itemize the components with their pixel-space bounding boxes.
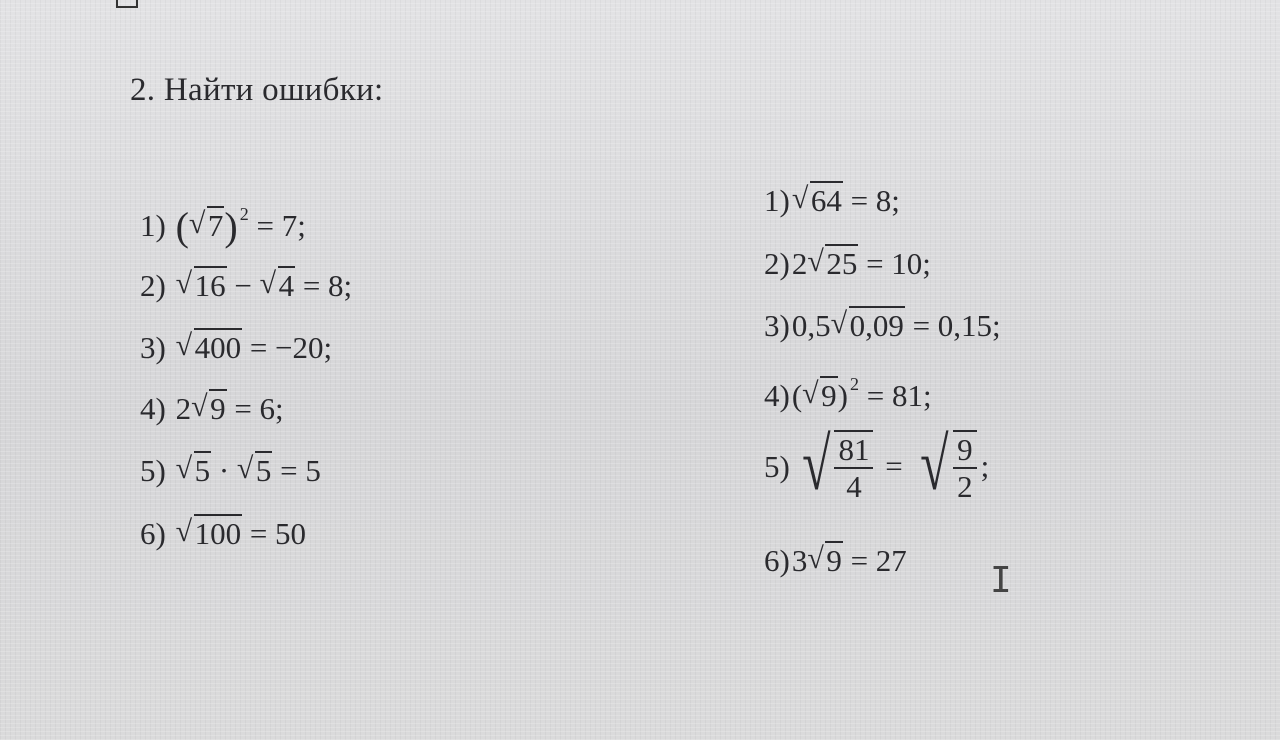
fraction	[834, 434, 873, 502]
numerator: 9	[953, 434, 977, 469]
equation-rest: = 0,15;	[904, 308, 1001, 343]
sqrt	[802, 380, 838, 411]
radicand: 64	[810, 183, 842, 218]
equation-rest: = 7;	[256, 208, 306, 243]
task-heading: 2. Найти ошибки:	[130, 72, 384, 108]
radicand: 400	[194, 330, 242, 365]
radicand: 100	[194, 516, 242, 551]
sqrt-fraction	[796, 424, 874, 506]
equation-rest: = 8;	[295, 268, 353, 303]
text-cursor-icon: I	[990, 560, 1012, 601]
item-number: 1)	[764, 183, 790, 218]
item-number: 4)	[140, 391, 166, 426]
sqrt	[831, 310, 905, 341]
multiply-dot: ·	[211, 453, 237, 488]
equation-rest: = 6;	[226, 391, 284, 426]
right-item-1	[764, 185, 900, 216]
sqrt-sign: √	[801, 424, 831, 506]
radicand: 7	[207, 208, 224, 243]
left-item-2	[140, 270, 352, 301]
exponent: 2	[849, 374, 859, 394]
sqrt	[807, 248, 858, 279]
left-item-3	[140, 332, 332, 363]
fraction	[953, 434, 977, 502]
item-number: 6)	[764, 543, 790, 578]
left-item-5	[140, 455, 321, 486]
numerator: 81	[834, 434, 873, 469]
sqrt	[191, 393, 227, 424]
equation-rest: = 81;	[858, 378, 932, 413]
radicand: 0,09	[849, 308, 904, 343]
item-number: 3)	[764, 308, 790, 343]
sqrt-sign: √	[920, 424, 949, 506]
denominator: 4	[846, 469, 862, 504]
coefficient: 3	[791, 543, 808, 578]
item-number: 1)	[140, 208, 166, 243]
radicand: 16	[194, 268, 226, 303]
item-number: 2)	[764, 246, 790, 281]
radicand: 25	[826, 246, 858, 281]
item-number: 6)	[140, 516, 166, 551]
minus-sign: −	[226, 268, 260, 303]
open-paren: (	[791, 378, 803, 413]
left-item-4	[140, 393, 284, 424]
equation-rest: = 27	[842, 543, 907, 578]
item-number: 2)	[140, 268, 166, 303]
equals-sign: =	[877, 448, 911, 484]
sqrt	[237, 455, 273, 486]
item-number: 5)	[764, 448, 790, 484]
sqrt	[189, 210, 225, 241]
left-item-1	[140, 205, 306, 247]
close-paren: )	[837, 378, 848, 413]
sqrt	[176, 518, 243, 549]
radicand: 9	[826, 543, 842, 578]
right-item-5	[764, 424, 990, 506]
equation-rest: = 10;	[858, 246, 931, 281]
sqrt	[176, 332, 243, 363]
sqrt	[792, 185, 843, 216]
sqrt	[176, 270, 227, 301]
right-item-3	[764, 310, 1001, 341]
item-number: 3)	[140, 330, 166, 365]
right-item-2	[764, 248, 931, 279]
left-item-6	[140, 518, 306, 549]
open-paren: (	[175, 204, 189, 249]
radicand: 9	[821, 378, 837, 413]
close-paren: )	[224, 204, 238, 249]
sqrt	[807, 545, 843, 576]
equation-rest: = 5	[272, 453, 321, 488]
radicand: 5	[255, 453, 272, 488]
sqrt	[260, 270, 296, 301]
sqrt	[176, 455, 212, 486]
sqrt-fraction	[914, 424, 976, 506]
right-item-4	[764, 375, 932, 411]
radicand: 4	[278, 268, 295, 303]
checkbox-mark	[116, 0, 138, 8]
item-number: 5)	[140, 453, 166, 488]
radicand: 5	[194, 453, 211, 488]
coefficient: 2	[791, 246, 808, 281]
coefficient: 2	[175, 391, 192, 426]
right-item-6	[764, 545, 907, 576]
denominator: 2	[957, 469, 973, 504]
radicand: 9	[210, 391, 226, 426]
coefficient: 0,5	[791, 308, 831, 343]
item-number: 4)	[764, 378, 790, 413]
equation-rest: ;	[980, 448, 990, 484]
exponent: 2	[239, 204, 249, 224]
equation-rest: = −20;	[242, 330, 333, 365]
equation-rest: = 50	[242, 516, 307, 551]
equation-rest: = 8;	[842, 183, 900, 218]
